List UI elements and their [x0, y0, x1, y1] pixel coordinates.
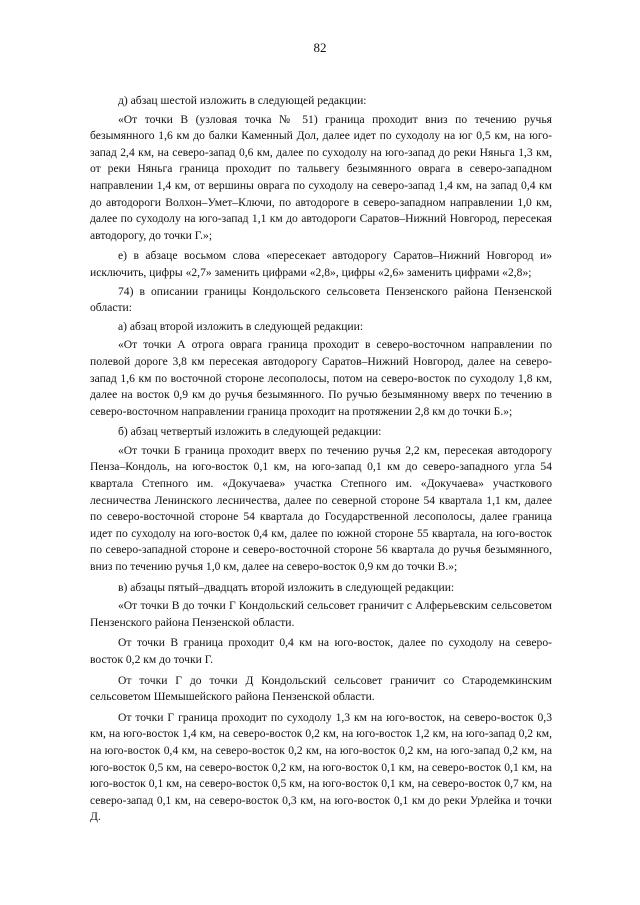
boundary-paragraph-g-d: От точки Г до точки Д Кондольский сельсовет граничит со Стародемкинским сельсоветом Шемышейского района Пензенской области. — [90, 673, 552, 704]
amended-paragraph-4: «От точки Б граница проходит вверх по течению ручья 2,2 км, пересекая автодорогу Пенза–Кондоль, на юго-восток 0,1 км, на юго-запад 0,1 км до северо-западного угла 54 квартала Степного им. «Докучаева» участка Степного им. «Докучаева» участкового лесничества Ленинского лесничества, далее по северной стороне 54 квартала 1,1 км, далее по северо-восточной стороне 54 квартала до Государственной лесополосы, далее граница идет по суходолу на юго-восток 0,4 км, далее по южной стороне 55 квартала, на юго-восток по северо-западной стороне и северо-восточной стороне 56 квартала до ручья безымянного, вниз по течению ручья 1,0 км, далее на северо-восток 0,9 км до точки В.»; — [90, 443, 552, 574]
amended-paragraph-2: «От точки А отрога оврага граница проходит в северо-восточном направлении по полевой дороге 3,8 км пересекая автодорогу Саратов–Нижний Новгород, далее на северо-запад 1,6 км по восточной стороне лесополосы, потом на северо-восток по суходолу 1,8 км, далее на восток 0,9 км до ручья безымянного. По ручью безымянному вверх по течению в северо-восточном направлении граница проходит на протяжении 2,8 км до точки Б.»; — [90, 338, 552, 418]
amendment-item-b: б) абзац четвертый изложить в следующей редакции: — [118, 425, 382, 439]
page-number: 82 — [313, 40, 327, 55]
boundary-paragraph-v-g: «От точки В до точки Г Кондольский сельсовет граничит с Алферьевским сельсоветом Пензенского района Пензенской области. — [90, 599, 552, 629]
amendment-item-v: в) абзацы пятый–двадцать второй изложить в следующей редакции: — [118, 580, 455, 594]
document-body — [90, 93, 552, 830]
boundary-paragraph-v-route: От точки В граница проходит 0,4 км на юго-восток, далее по суходолу на северо-восток 0,2 км до точки Г. — [90, 636, 552, 666]
amended-paragraph-6: «От точки В (узловая точка № 51) граница проходит вниз по течению ручья безымянного 1,6 км до балки Каменный Дол, далее идет по суходолу на юг 0,5 км, на юго-запад 2,4 км, на северо-запад 0,6 км, далее по суходолу на юго-запад до реки Няньга 1,3 км, от реки Няньга граница проходит по тальвегу безымянного оврага в северо-западном направлении 1,4 км, от вершины оврага по суходолу на северо-запад 1,4 км, на запад 0,4 км до автодороги Волхон–Умет–Ключи, по автодороге в северо-западном направлении 1,0 км, далее по суходолу на юго-запад 1,1 км до автодороги Саратов–Нижний Новгород, пересекая автодорогу, до точки Г.»; — [90, 112, 552, 242]
amendment-item-74: 74) в описании границы Кондольского сельсовета Пензенского района Пензенской области: — [90, 284, 552, 315]
amendment-item-a: а) абзац второй изложить в следующей редакции: — [118, 319, 364, 333]
amendment-item-e: е) в абзаце восьмом слова «пересекает автодорогу Саратов–Нижний Новгород и» исключить, цифры «2,7» заменить цифрами «2,8», цифры «2,6» заменить цифрами «2,8»; — [90, 249, 552, 279]
amendment-item-d: д) абзац шестой изложить в следующей редакции: — [118, 94, 367, 107]
boundary-paragraph-g-route: От точки Г граница проходит по суходолу 1,3 км на юго-восток, на северо-восток 0,3 км, на юго-восток 1,4 км, на северо-восток 0,2 км, на юго-восток 1,2 км, на юго-запад 0,2 км, на юго-восток 0,4 км, на северо-восток 0,2 км, на юго-восток 0,2 км, на юго-запад 0,2 км, на юго-восток 0,5 км, на северо-восток 0,2 км, на юго-восток 0,1 км, на северо-восток 0,1 км, на юго-восток 0,1 км, на северо-восток 0,5 км, на юго-восток 0,1 км, на северо-восток 0,7 км, на северо-запад 0,1 км, на северо-восток 0,3 км, на юго-восток 0,1 км до реки Урлейка и точки Д. — [90, 710, 552, 824]
